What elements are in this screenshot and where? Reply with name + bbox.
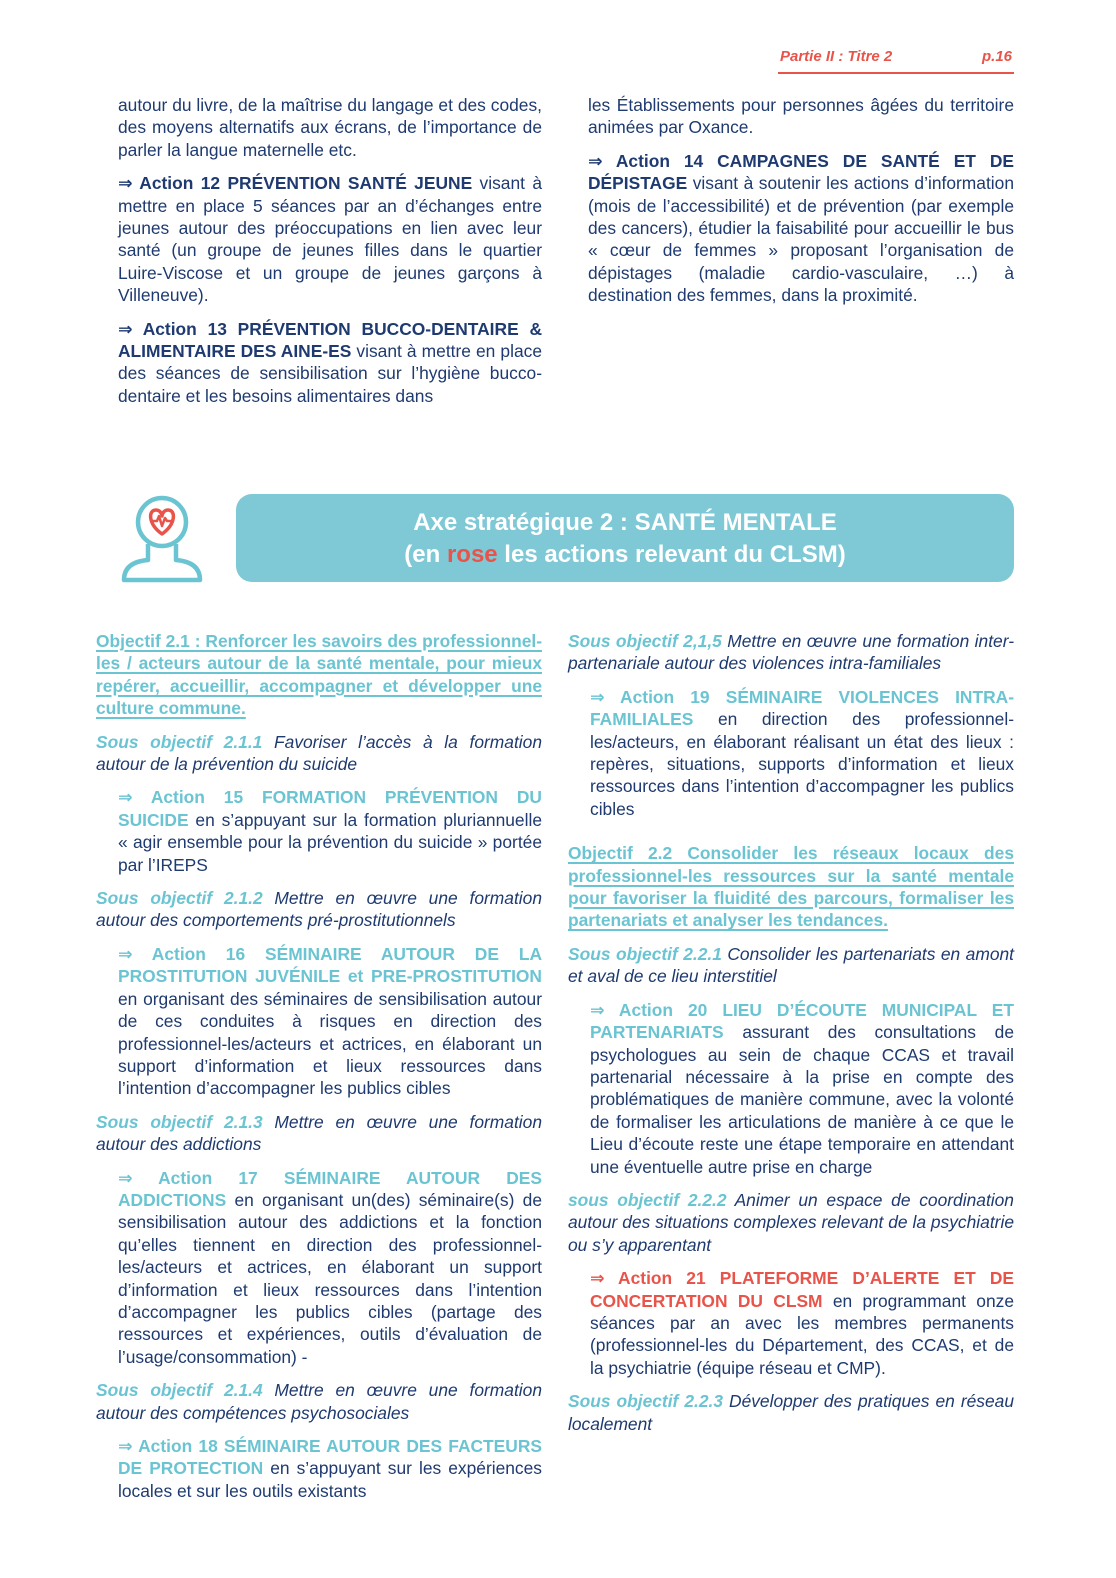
section-title: Partie II : Titre 2 [780,48,893,65]
sous-objectif-2-1-1: Sous objectif 2.1.1 Favoriser l’accès à la formation autour de la prévention du suicide [96,731,542,775]
sous-objectif-2-2-3: Sous objectif 2.2.3 Développer des pratiques en réseau localement [568,1391,1014,1434]
sous-objectif-2-2-1: Sous objectif 2.2.1 Consolider les partenariats en amont et aval de ce lieu interstitiel [568,943,1014,987]
page-number: p.16 [981,48,1012,65]
sous-objectif-2-1-2: Sous objectif 2.1.2 Mettre en œuvre une formation autour des comportements pré-prostitutionnels [96,888,542,931]
action-title: ⇒ Action 16 SÉMINAIRE AUTOUR DE LA PROSTITUTION JUVÉNILE et PRE-PROSTITUTION [118,943,542,987]
action-title: ⇒ Action 17 SÉMINAIRE AUTOUR DES ADDICTIONS [118,1167,542,1210]
action-title: ⇒ Action 14 CAMPAGNES DE SANTÉ ET DE DÉPISTAGE [588,150,1014,194]
action-15: ⇒ Action 15 FORMATION PRÉVENTION DU SUICIDE en s’appuyant sur la formation pluriannuelle « agir ensemble pour la prévention du suicide » portée par l’IREPS [118,787,542,875]
banner-title: Axe stratégique 2 : SANTÉ MENTALE [413,509,837,536]
banner-subtitle: (en rose les actions relevant du CLSM) [404,541,846,568]
action-title: ⇒ Action 12 PRÉVENTION SANTÉ JEUNE [118,173,473,194]
rose-word: rose [446,541,498,568]
action-title: ⇒ Action 15 FORMATION PRÉVENTION DU SUICIDE [118,787,542,830]
action-20: ⇒ Action 20 LIEU D’ÉCOUTE MUNICIPAL ET PARTENARIATS assurant des consultations de psychologues au sein de chaque CCAS et travail partenarial nécessaire à la prise en compte des problématiques de manière commune, avec la volonté de formaliser les articulations de manière à ce que le Lieu d’écoute reste une étape temporaire en attendant une éventuelle autre prise en charge [590,999,1014,1177]
action-title: ⇒ Action 13 PRÉVENTION BUCCO-DENTAIRE & ALIMENTAIRE DES AINE-ES [118,318,542,362]
action-17: ⇒ Action 17 SÉMINAIRE AUTOUR DES ADDICTIONS en organisant un(des) séminaire(s) de sensibilisation autour des addictions et la fonction qu’elles tiennent en direction des professionnel-les/acteurs et actrices, en élaborant un support d’information et lieux ressources dans l’intention d’accompagner les publics cibles (partage des ressources et expériences, outils d’évaluation de l’usage/consommation) - [118,1167,542,1367]
objective-2-1: Objectif 2.1 : Renforcer les savoirs des professionnel-les / acteurs autour de la santé mentale, pour mieux repérer, accueillir, accompagner et développer une culture commune. [96,631,542,719]
action-title: ⇒ Action 20 LIEU D’ÉCOUTE MUNICIPAL ET PARTENARIATS [590,999,1014,1043]
action-12: ⇒ Action 12 PRÉVENTION SANTÉ JEUNE visant à mettre en place 5 séances par an d’échanges entre jeunes autour des préoccupations en lien avec leur santé (un groupe de jeunes filles dans le quartier Luire-Viscose et un groupe de jeunes garçons à Villeneuve). [118,173,542,306]
action-21: ⇒ Action 21 PLATEFORME D’ALERTE ET DE CONCERTATION DU CLSM en programmant onze séances par an avec les membres permanents (professionnel-les du Département, des CCAS, et de la psychiatrie (équipe réseau et CMP). [590,1268,1014,1378]
objective-2-2: Objectif 2.2 Consolider les réseaux locaux des professionnel-les ressources sur la santé mentale pour favoriser la fluidité des parcours, formaliser les partenariats et analyser les tendances. [568,843,1014,931]
head-heart-icon-svg [118,494,214,586]
sous-objectif-2-1-3: Sous objectif 2.1.3 Mettre en œuvre une formation autour des addictions [96,1111,542,1155]
sous-objectif-2-2-2: sous objectif 2.2.2 Animer un espace de coordination autour des situations complexes relevant de la psychiatrie ou s’y apparentant [568,1189,1014,1255]
bottom-left-column [96,630,542,1513]
action-18: ⇒ Action 18 SÉMINAIRE AUTOUR DES FACTEURS DE PROTECTION en s’appuyant sur les expériences locales et sur les outils existants [118,1436,542,1501]
intro-paragraph: autour du livre, de la maîtrise du langage et des codes, des moyens alternatifs aux écrans, de l’importance de parler la langue maternelle etc. [118,95,542,160]
page-header [778,46,1014,74]
action-title: ⇒ Action 19 SÉMINAIRE VIOLENCES INTRA-FAMILIALES [590,686,1014,730]
action-16: ⇒ Action 16 SÉMINAIRE AUTOUR DE LA PROSTITUTION JUVÉNILE et PRE-PROSTITUTION en organisant des séminaires de sensibilisation autour de ces conduites à risques en direction des professionnel-les/acteurs et actrices, en élaborant un support d’information et lieux ressources dans l’intention d’accompagner les publics cibles [118,943,542,1099]
axis-banner [236,494,1014,582]
top-right-column [588,94,1014,318]
action-14: ⇒ Action 14 CAMPAGNES DE SANTÉ ET DE DÉPISTAGE visant à soutenir les actions d’information (mois de l’accessibilité) et de prévention (par exemple des cancers), étudier la faisabilité pour accueillir le bus « cœur de femmes » proposant l’organisation de dépistages (maladie cardio-vasculaire, …) à destination des femmes, dans la proximité. [588,150,1014,306]
head-heart-icon [118,494,214,586]
action-19: ⇒ Action 19 SÉMINAIRE VIOLENCES INTRA-FAMILIALES en direction des professionnel-les/acteurs, en élaborant réalisant un état des lieux : repères, situations, supports d’information et lieux ressources dans l’intention d’accompagner les publics cibles [590,686,1014,819]
action-title: ⇒ Action 21 PLATEFORME D’ALERTE ET DE CONCERTATION DU CLSM [590,1268,1014,1311]
action-title: ⇒ Action 18 SÉMINAIRE AUTOUR DES FACTEURS DE PROTECTION [118,1436,542,1479]
action-13: ⇒ Action 13 PRÉVENTION BUCCO-DENTAIRE & ALIMENTAIRE DES AINE-ES visant à mettre en place des séances de sensibilisation sur l’hygiène bucco-dentaire et les besoins alimentaires dans [118,318,543,406]
intro-paragraph: les Établissements pour personnes âgées du territoire animées par Oxance. [588,95,1014,138]
sous-objectif-2-1-4: Sous objectif 2.1.4 Mettre en œuvre une formation autour des compétences psychosociales [96,1380,542,1423]
bottom-right-column [568,630,1014,1446]
sous-objectif-2-1-5: Sous objectif 2,1,5 Mettre en œuvre une formation inter-partenariale autour des violences intra-familiales [568,631,1014,674]
top-left-column [118,94,542,418]
